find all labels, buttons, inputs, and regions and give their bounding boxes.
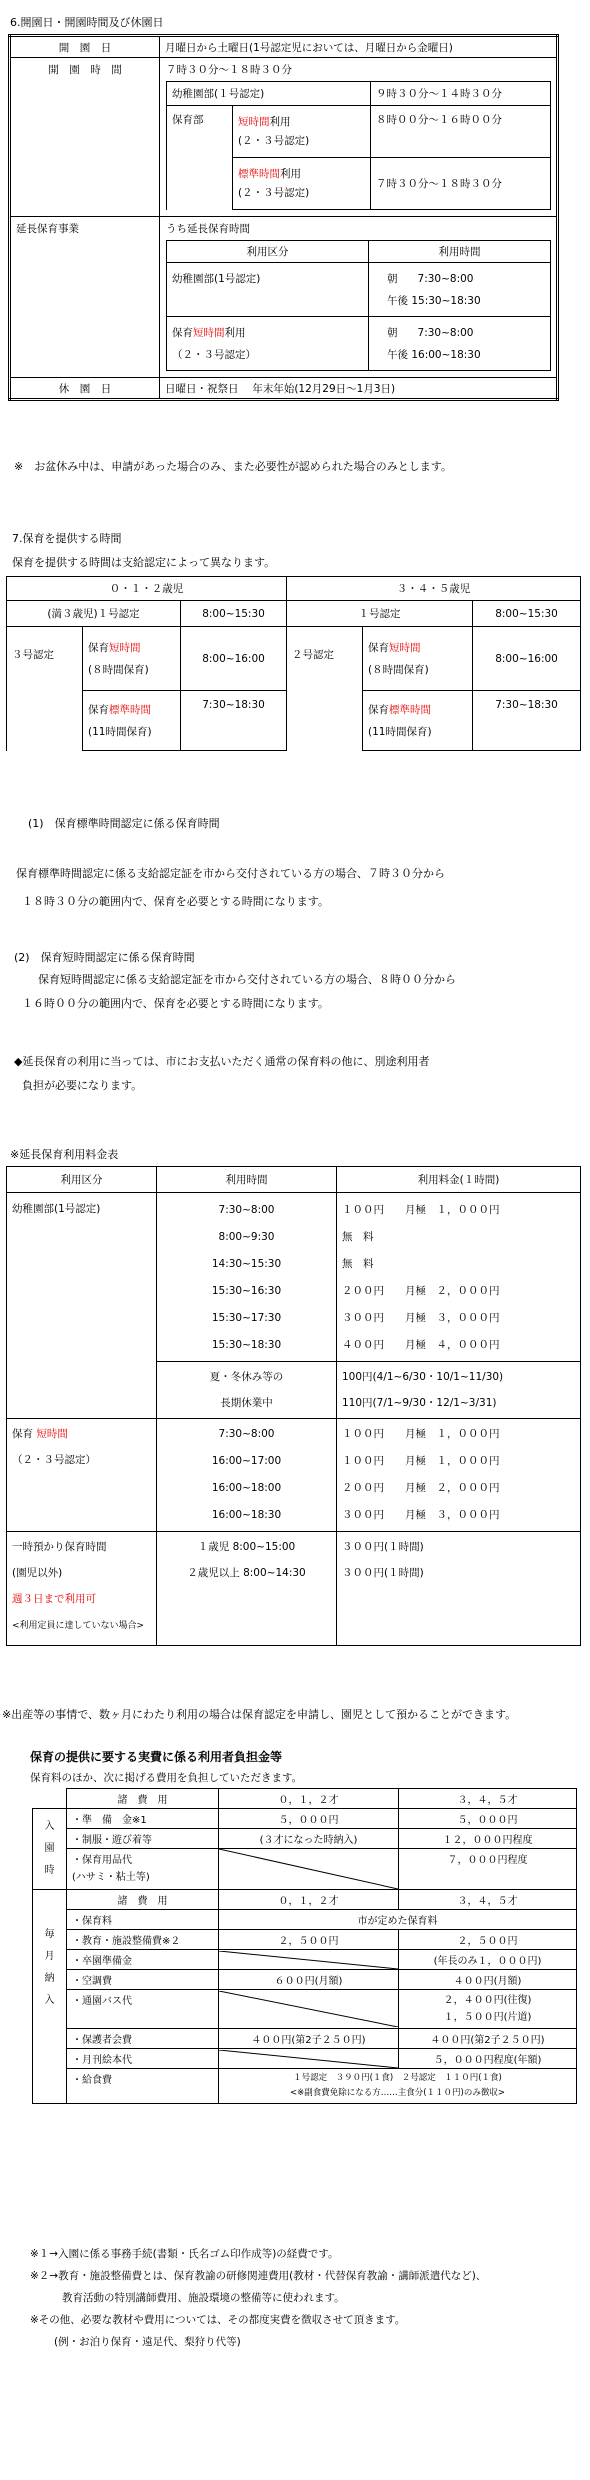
fee-head-fee: 利用料金(１時間) (337, 1167, 581, 1193)
ext-short-cert: （２・３号認定） (172, 348, 256, 361)
m-edu-a: ２，５００円 (219, 1930, 399, 1950)
r1-left-time: 8:00~15:30 (181, 601, 287, 627)
diagonal-slash-book (219, 2050, 398, 2068)
fee-table (6, 1166, 581, 1646)
fee-hoiku-red: 短時間 (36, 1428, 68, 1440)
m-book-b: ５，０００円程度(年額) (399, 2049, 577, 2069)
right-short-red: 短時間 (389, 641, 421, 654)
fee-kinder-fee-1: 無 料 (342, 1231, 374, 1243)
enter-item-2: ・保育用品代 (72, 1855, 132, 1866)
care-hours-table (6, 576, 581, 751)
fee-holiday-1: 夏・冬休み等の (209, 1371, 284, 1383)
ext-short-am-label: 朝 (387, 326, 398, 339)
fee-kinder-fee-4: ３００円 月極 ３，０００円 (342, 1312, 500, 1324)
fee-kinder-fee-3: ２００円 月極 ２，０００円 (342, 1285, 500, 1297)
cost-title: 保育の提供に要する実費に係る利用者負担金等 (30, 1750, 283, 1764)
m-pta-item: ・保護者会費 (67, 2029, 219, 2049)
hoiku-label: 保育部 (167, 106, 233, 210)
cert2-label: ２号認定 (287, 627, 363, 751)
right-std-time: 7:30~18:30 (473, 691, 581, 751)
ext-kinder-am: 7:30~8:00 (417, 272, 474, 285)
ext-label: 延長保育事業 (10, 217, 160, 378)
fee-kinder-time-4: 15:30~17:30 (211, 1312, 282, 1324)
enter-b-2: ７，０００円程度 (399, 1849, 577, 1890)
fee-kinder-time-0: 7:30~8:00 (218, 1204, 275, 1216)
diagonal-slash (219, 1849, 398, 1889)
ext-short-am: 7:30~8:00 (417, 326, 474, 339)
short-use-label: 利用 (269, 115, 291, 128)
fee-head-time: 利用時間 (157, 1167, 337, 1193)
closed-value: 日曜日・祝祭日 年末年始(12月29日～1月3日) (160, 378, 558, 400)
ext-kinder-pm: 15:30~18:30 (411, 294, 481, 307)
fee-temp-note: <利用定員に達していない場合> (12, 1621, 145, 1631)
right-short-time: 8:00~16:00 (473, 627, 581, 691)
closed-label: 休 園 日 (10, 378, 160, 400)
fee-hoiku-fee-1: １００円 月極 １，０００円 (342, 1455, 500, 1467)
m-ac-item: ・空調費 (67, 1970, 219, 1990)
ext-kinder-pm-label: 午後 (387, 294, 408, 307)
p1-line2: １８時３０分の範囲内で、保育を必要とする時間になります。 (22, 895, 329, 908)
fee-temp-fee-2: ３００円(１時間) (342, 1567, 424, 1579)
open-day-label: 開 園 日 (10, 36, 160, 58)
fee-kinder-fee-2: 無 料 (342, 1258, 374, 1270)
left-std-a: 保育 (88, 703, 109, 716)
short-cert: (２・３号認定) (238, 134, 310, 147)
fee-kinder-time-5: 15:30~18:30 (211, 1339, 282, 1351)
m-pta-b: ４００円(第2子２５０円) (399, 2029, 577, 2049)
head-345: ３・４・５歳児 (287, 577, 581, 601)
cost-intro: 保育料のほか、次に掲げる費用を負担していただきます。 (30, 1772, 303, 1784)
right-short-a: 保育 (368, 641, 390, 654)
right-std-a: 保育 (368, 703, 390, 716)
enter-a-0: ５，０００円 (219, 1809, 399, 1829)
m-grad-b: (年長のみ１，０００円) (399, 1950, 577, 1970)
p2-title: (2) 保育短時間認定に係る保育時間 (14, 951, 195, 964)
p1-title: (1) 保育標準時間認定に係る保育時間 (28, 817, 220, 830)
m-book-item: ・月刊絵本代 (67, 2049, 219, 2069)
p3-line2: 負担が必要になります。 (22, 1079, 143, 1092)
fee-hoiku-time-1: 16:00~17:00 (211, 1455, 282, 1467)
m-edu-item: ・教育・施設整備費※２ (67, 1930, 219, 1950)
ext-head-type: 利用区分 (167, 241, 369, 263)
fee-hoiku-fee-2: ２００円 月極 ２，０００円 (342, 1482, 500, 1494)
short-time-label: 短時間 (238, 115, 270, 128)
obon-note: ※ お盆休み中は、申請があった場合のみ、また必要性が認められた場合のみとします。 (14, 460, 452, 473)
fee-kinder-time-2: 14:30~15:30 (211, 1258, 282, 1270)
fee-kinder-fee-0: １００円 月極 １，０００円 (342, 1204, 500, 1216)
fee-holiday-fee-2: 110円(7/1~9/30・12/1~3/31) (342, 1397, 497, 1409)
std-use-label: 利用 (280, 167, 301, 180)
r1-right-cert: １号認定 (287, 601, 473, 627)
p1-line1: 保育標準時間認定に係る支給認定証を市から交付されている方の場合、７時３０分から (16, 867, 445, 880)
cost-note-3b: (例・お泊り保育・遠足代、梨狩り代等) (54, 2336, 241, 2348)
m-grad-item: ・卒園準備金 (67, 1950, 219, 1970)
cost-note-2a: ※２→教育・施設整備費とは、保育教諭の研修関連費用(教材・代替保育教諭・講師派遣代など)、 (30, 2270, 487, 2282)
ext-subtable (166, 240, 551, 371)
m-lunch-v2: <※副食費免除になる方……主食分(１１０円)のみ徴収> (289, 2088, 505, 2098)
diagonal-slash-bus (219, 1991, 398, 2027)
ext-short-a: 保育 (172, 326, 193, 339)
after-note: ※出産等の事情で、数ヶ月にわたり利用の場合は保育認定を申請し、園児として預かることができます。 (2, 1708, 517, 1721)
fee-temp-time-1: １歳児 8:00~15:00 (197, 1541, 296, 1553)
enter-a-1: (３才になった時納入) (219, 1829, 399, 1849)
section7-intro: 保育を提供する時間は支給認定によって異なります。 (12, 556, 276, 569)
enter-b-0: ５，０００円 (399, 1809, 577, 1829)
std-cert: (２・３号認定) (238, 186, 310, 199)
m-fee-item: ・保育料 (67, 1910, 219, 1930)
fee-hoiku-fee-3: ３００円 月極 ３，０００円 (342, 1509, 500, 1521)
fee-hoiku-time-3: 16:00~18:30 (211, 1509, 282, 1521)
open-day-value: 月曜日から土曜日(1号認定児においては、月曜日から金曜日) (160, 36, 558, 58)
ext-head-time: 利用時間 (369, 241, 551, 263)
m-fee-value: 市が定めた保育料 (219, 1910, 577, 1930)
p2-line2: １６時００分の範囲内で、保育を必要とする時間になります。 (22, 997, 329, 1010)
ext-short-b: 利用 (224, 326, 246, 339)
enter-item-1: ・制服・遊び着等 (67, 1829, 219, 1849)
enter-b-1: １２，０００円程度 (399, 1829, 577, 1849)
monthly-label: 毎月納入 (33, 1910, 67, 2104)
section6-title: 6.開園日・開園時間及び休園日 (10, 16, 164, 29)
enter-label: 入園時 (33, 1809, 67, 1890)
m-bus-b2: １，５００円(片道) (443, 2012, 532, 2023)
m-ac-b: ４００円(月額) (399, 1970, 577, 1990)
enter-item-0: ・準 備 金※1 (67, 1809, 219, 1829)
p3-line1: ◆延長保育の利用に当っては、市にお支払いただく通常の保育料の他に、別途利用者 (14, 1055, 430, 1068)
cost-head-012: ０，１，２才 (219, 1789, 399, 1809)
left-short-sub: (８時間保育) (88, 663, 149, 676)
ext-sub-title: うち延長保育時間 (166, 223, 250, 235)
right-std-red: 標準時間 (389, 703, 432, 716)
right-short-sub: (８時間保育) (368, 663, 429, 676)
fee-hoiku-time-2: 16:00~18:00 (211, 1482, 282, 1494)
left-std-sub: (11時間保育) (88, 725, 152, 738)
fee-head-type: 利用区分 (7, 1167, 157, 1193)
fee-hoiku-fee-0: １００円 月極 １，０００円 (342, 1428, 500, 1440)
cost-head-012-2: ０，１，２才 (219, 1890, 399, 1910)
std-time-label: 標準時間 (238, 167, 280, 180)
head-012: ０・１・２歳児 (7, 577, 287, 601)
m-pta-a: ４００円(第2子２５０円) (219, 2029, 399, 2049)
ext-kinder: 幼稚園部(1号認定) (167, 263, 369, 317)
cost-table (32, 1788, 577, 2104)
fee-kinder-time-1: 8:00~9:30 (218, 1231, 275, 1243)
ext-kinder-am-label: 朝 (387, 272, 398, 285)
cost-note-1: ※１→入園に係る事務手続(書類・氏名ゴム印作成等)の経費です。 (30, 2248, 339, 2260)
left-short-time: 8:00~16:00 (181, 627, 287, 691)
open-hours-general: ７時３０分～１８時３０分 (166, 64, 292, 76)
open-hours-label: 開 園 時 間 (10, 58, 160, 217)
fee-hoiku-time-0: 7:30~8:00 (218, 1428, 275, 1440)
m-ac-a: ６００円(月額) (219, 1970, 399, 1990)
fee-holiday-2: 長期休業中 (220, 1397, 273, 1409)
cost-note-2b: 教育活動の特別講師費用、施設環境の整備等に使われます。 (62, 2292, 345, 2304)
fee-temp-time-2: ２歳児以上 8:00~14:30 (187, 1567, 306, 1579)
fee-hoiku-a: 保育 (12, 1428, 33, 1440)
r1-left-cert: (満３歳児)１号認定 (7, 601, 181, 627)
section7-title: 7.保育を提供する時間 (12, 532, 122, 545)
m-lunch-v1: １号認定 ３９０円(１食) ２号認定 １１０円(１食) (293, 2073, 502, 2083)
cost-head-345: ３，４，５才 (399, 1789, 577, 1809)
ext-short-pm-label: 午後 (387, 348, 408, 361)
short-hours: ８時００分～１６時００分 (371, 106, 551, 158)
fee-temp-2: (園児以外) (12, 1567, 63, 1579)
right-std-sub: (11時間保育) (368, 725, 432, 738)
kinder-label: 幼稚園部(１号認定) (167, 82, 371, 106)
open-hours-table (8, 34, 559, 401)
cost-head-item: 諸 費 用 (67, 1789, 219, 1809)
fee-hoiku-sub: （２・３号認定） (12, 1454, 96, 1466)
cert3-label: ３号認定 (7, 627, 83, 751)
cost-head-item-2: 諸 費 用 (67, 1890, 219, 1910)
fee-holiday-fee-1: 100円(4/1~6/30・10/1~11/30) (342, 1371, 504, 1383)
open-hours-subtable (166, 81, 551, 210)
m-bus-item: ・通園バス代 (67, 1990, 219, 2029)
left-std-time: 7:30~18:30 (181, 691, 287, 751)
std-hours: ７時３０分～１８時３０分 (371, 158, 551, 210)
fee-temp-fee-1: ３００円(１時間) (342, 1541, 424, 1553)
m-bus-b1: ２，４００円(往復) (443, 1995, 532, 2006)
diagonal-slash-grad (219, 1951, 398, 1969)
fee-title: ※延長保育利用料金表 (10, 1148, 119, 1161)
left-short-a: 保育 (88, 641, 109, 654)
r1-right-time: 8:00~15:30 (473, 601, 581, 627)
fee-temp-1: 一時預かり保育時間 (12, 1541, 107, 1553)
kinder-hours: ９時３０分～１４時３０分 (371, 82, 551, 106)
cost-head-345-2: ３，４，５才 (399, 1890, 577, 1910)
p2-line1: 保育短時間認定に係る支給認定証を市から交付されている方の場合、８時００分から (38, 973, 456, 986)
ext-short-red: 短時間 (193, 326, 225, 339)
enter-item-2b: (ハサミ・粘土等) (72, 1872, 150, 1883)
left-std-red: 標準時間 (109, 703, 151, 716)
fee-temp-red: 週３日まで利用可 (12, 1593, 96, 1605)
left-short-red: 短時間 (109, 641, 141, 654)
fee-kinder-label: 幼稚園部(1号認定) (7, 1193, 157, 1419)
ext-short-pm: 16:00~18:30 (411, 348, 481, 361)
cost-note-3a: ※その他、必要な教材や費用については、その都度実費を徴収させて頂きます。 (30, 2314, 406, 2326)
fee-kinder-time-3: 15:30~16:30 (211, 1285, 282, 1297)
m-lunch-item: ・給食費 (67, 2069, 219, 2104)
fee-kinder-fee-5: ４００円 月極 ４，０００円 (342, 1339, 500, 1351)
m-edu-b: ２，５００円 (399, 1930, 577, 1950)
